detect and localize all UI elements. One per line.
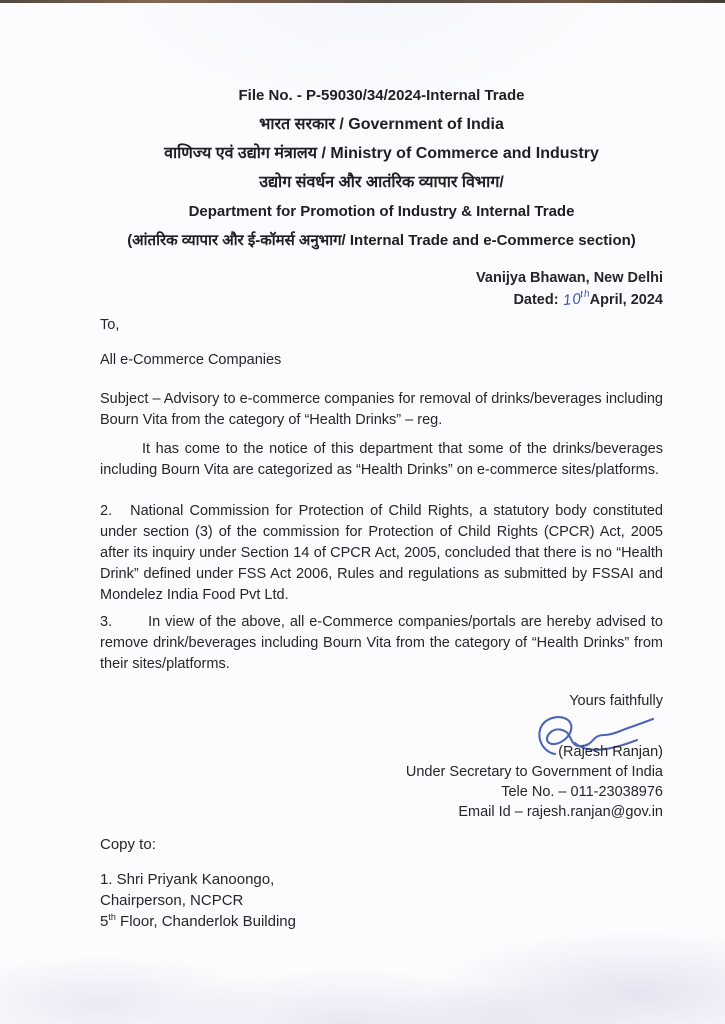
addressee-line: All e-Commerce Companies	[100, 352, 282, 368]
paragraph-3	[100, 612, 663, 675]
address-ordinal-suffix: th	[108, 912, 116, 922]
paragraph-1-text: It has come to the notice of this department that some of the drinks/beverages including Bourn Vita are categorized as “Health Drinks” on e-commerce sites/platforms.	[100, 441, 663, 478]
signatory-name: (Rajesh Ranjan)	[558, 744, 663, 760]
number-gap	[112, 625, 148, 626]
signature-block	[100, 742, 663, 822]
paragraph-1	[100, 439, 663, 481]
address-rest: Floor, Chanderlok Building	[115, 913, 296, 930]
signatory-designation: Under Secretary to Government of India	[405, 764, 663, 780]
date-line	[100, 289, 663, 311]
handwritten-date	[561, 288, 591, 311]
paragraph-3-text: In view of the above, all e-Commerce companies/portals are hereby advised to remove drink/beverages including Bourn Vita from the category of “Health Drinks” from their sites/platforms.	[100, 614, 663, 672]
file-number-line: File No. - P-59030/34/2024-Internal Trade	[238, 87, 525, 104]
date-month-year: April, 2024	[589, 292, 663, 308]
copy-to-label: Copy to:	[100, 836, 156, 853]
paragraph-2-text: National Commission for Protection of Child Rights, a statutory body constituted under section (3) of the commission for Protection of Child Rights (CPCR) Act, 2005 after its inquiry under Section 14 of CPCR Act, 2005, concluded that there is no “Health Drink” defined under FSS Act 2006, Rules and regulations as submitted by FSSAI and Mondelez India Food Pvt Ltd.	[100, 503, 663, 603]
copy-to-list	[100, 869, 663, 932]
department-hindi-line: उद्योग संवर्धन और आतंरिक व्यापार विभाग/	[259, 174, 504, 191]
to-line: To,	[100, 317, 120, 333]
signatory-phone: Tele No. – 011-23038976	[501, 784, 663, 800]
paragraph-2	[100, 501, 663, 606]
dated-label: Dated:	[513, 292, 559, 308]
signatory-email: Email Id – rajesh.ranjan@gov.in	[458, 804, 663, 820]
government-line: भारत सरकार / Government of India	[259, 116, 504, 133]
section-line: (आंतरिक व्यापार और ई-कॉमर्स अनुभाग/ Internal Trade and e-Commerce section)	[127, 232, 636, 249]
copy-to-recipient-address	[100, 911, 663, 932]
subject-line: Subject – Advisory to e-commerce companies for removal of drinks/beverages including Bourn Vita from the category of “Health Drinks” – reg.	[100, 391, 663, 428]
number-gap	[112, 514, 130, 515]
paragraph-2-number: 2.	[100, 503, 113, 519]
letter-content	[100, 86, 663, 932]
copy-to-recipient-title: Chairperson, NCPCR	[100, 892, 244, 909]
address-floor-number: 5	[100, 913, 109, 930]
department-english-line: Department for Promotion of Industry & Internal Trade	[188, 203, 575, 220]
handwritten-day: 10	[561, 290, 583, 310]
ministry-line: वाणिज्य एवं उद्योग मंत्रालय / Ministry of Commerce and Industry	[164, 145, 599, 162]
place-line: Vanijya Bhawan, New Delhi	[476, 270, 663, 286]
scan-edge-artifact	[0, 0, 725, 3]
copy-to-recipient-name: 1. Shri Priyank Kanoongo,	[100, 871, 275, 888]
paragraph-3-number: 3.	[100, 614, 113, 630]
closing-line: Yours faithfully	[569, 693, 663, 709]
dateline	[100, 268, 663, 311]
handwritten-ordinal-suffix: th	[579, 288, 591, 301]
